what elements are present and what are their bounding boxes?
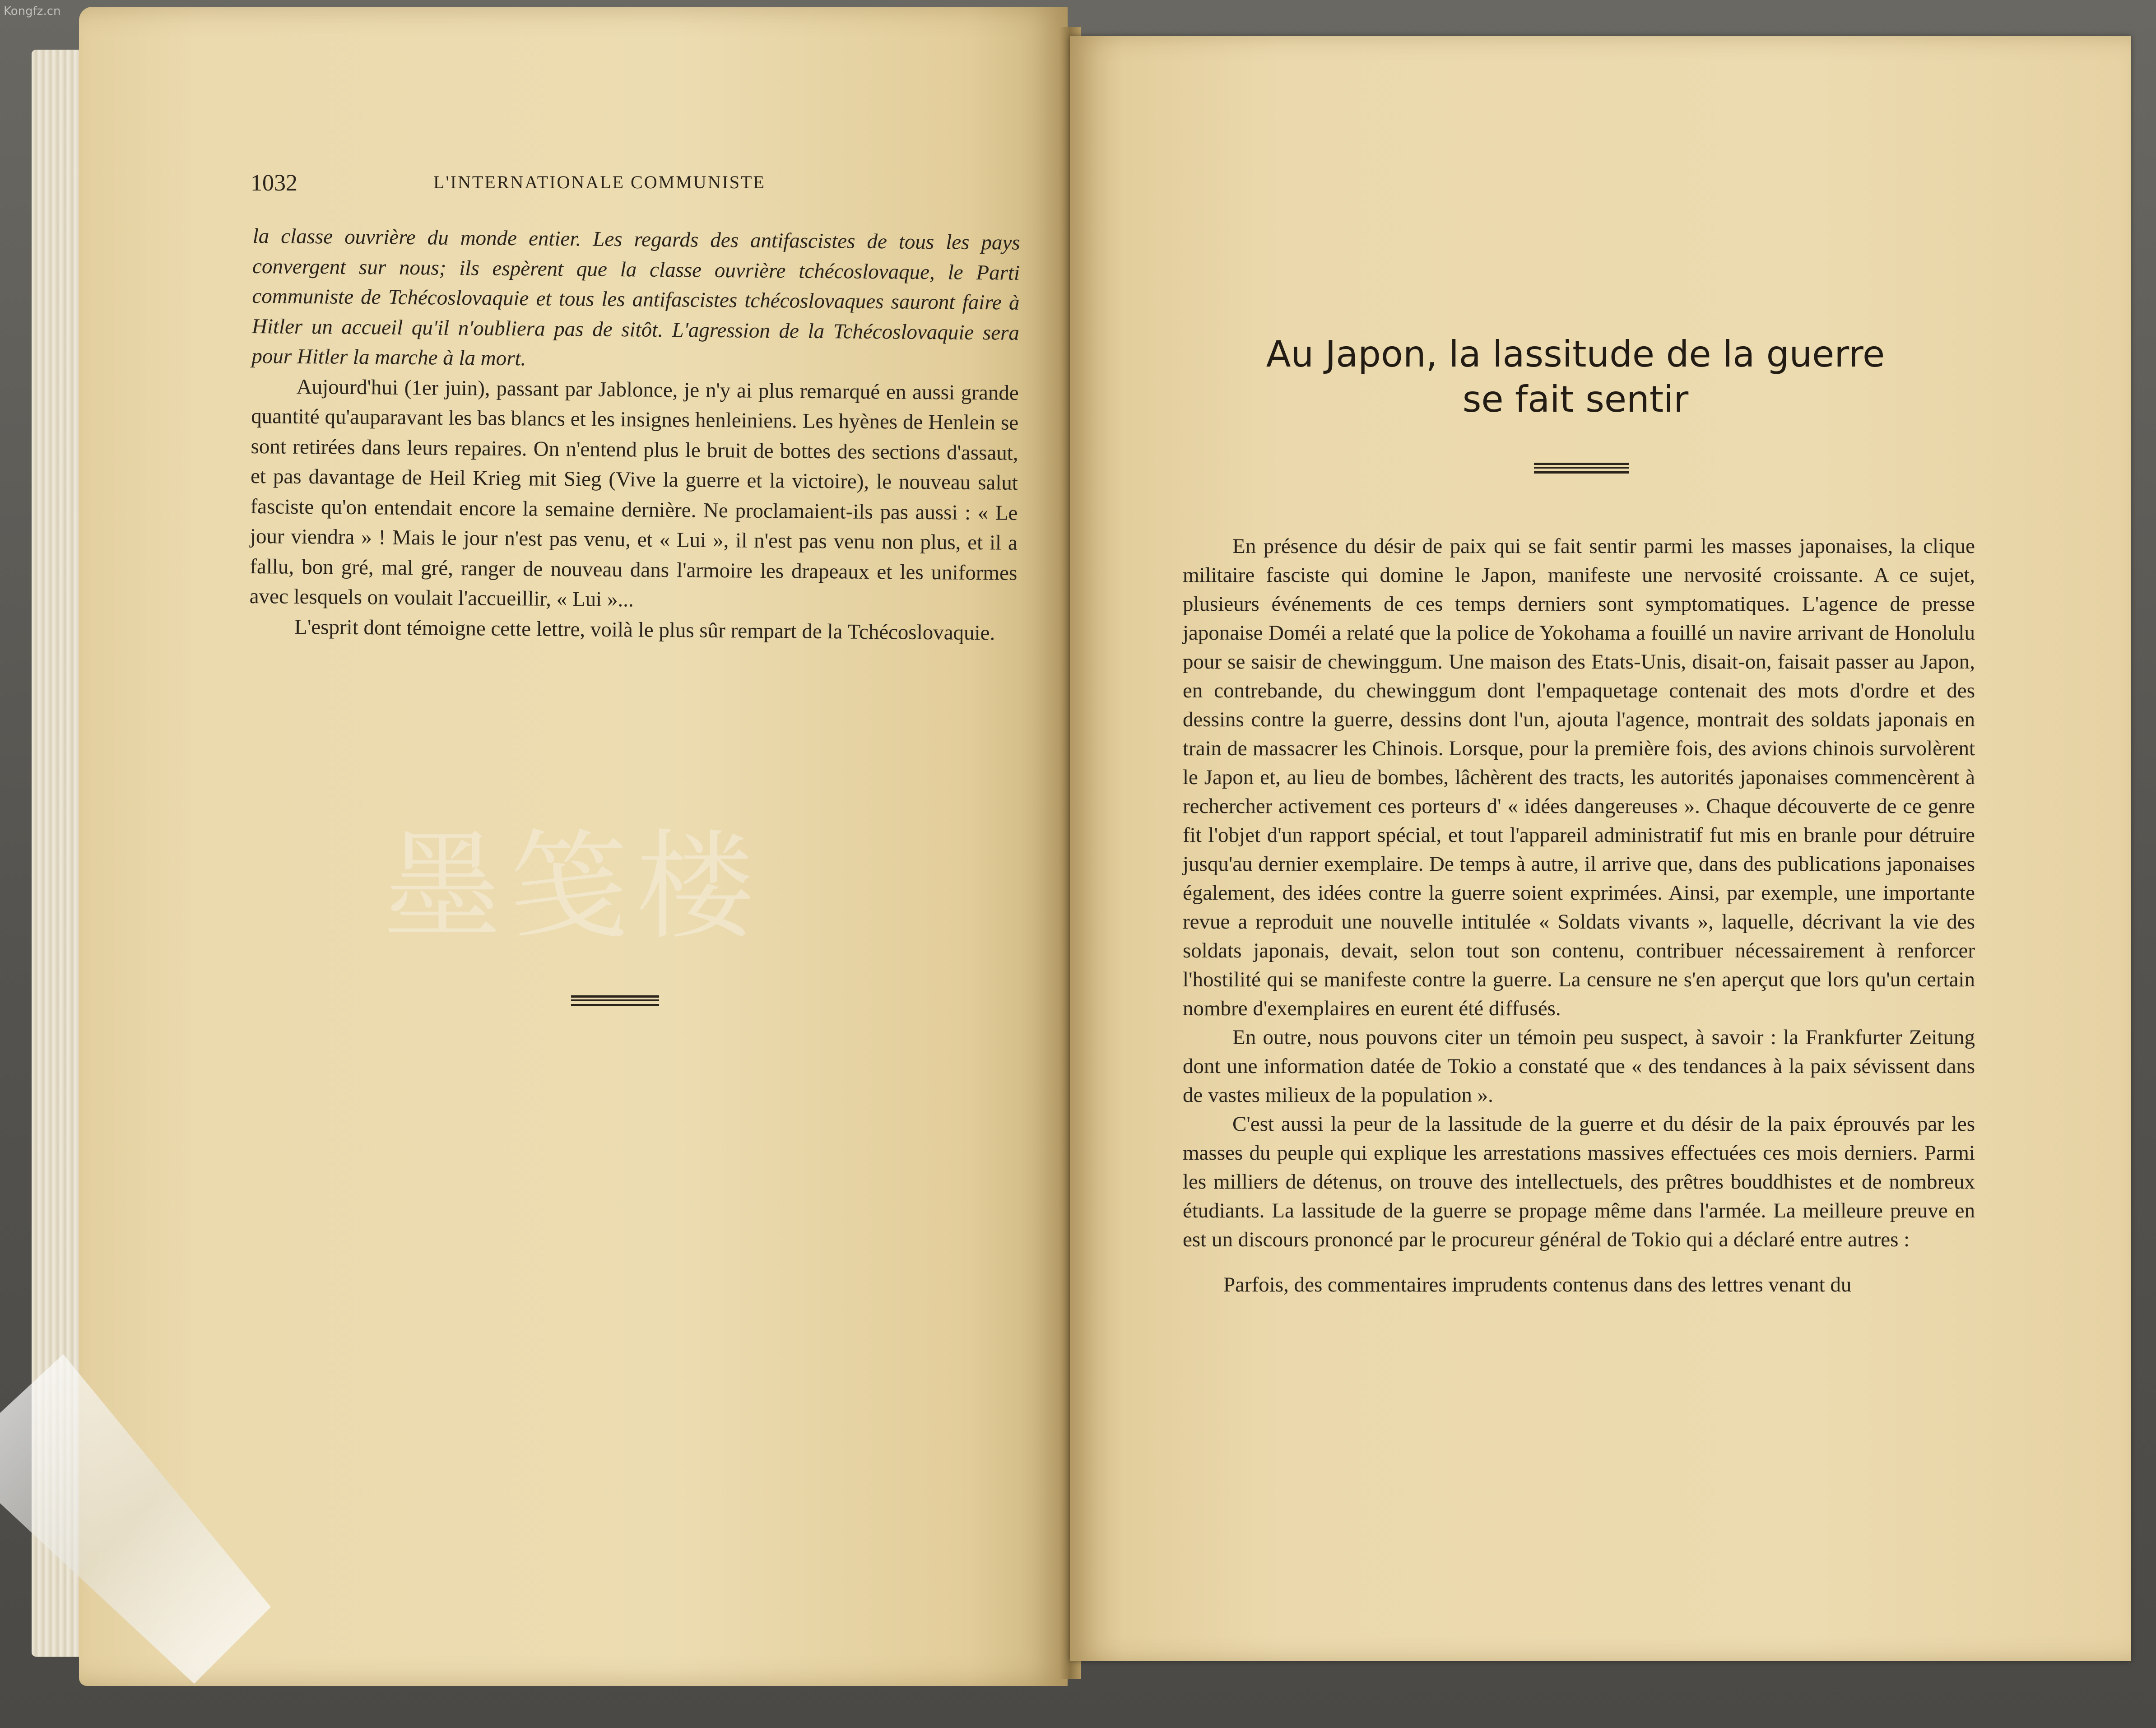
section-end-rule — [571, 995, 659, 1006]
right-paragraph-3: C'est aussi la peur de la lassitude de la guerre et du désir de la paix éprouvés par les masses du peuple qui explique les arrestations massives effectuées ces mois derniers. Parmi les milliers de détenus, on trouve des intellectuels, des prêtres bouddhistes et de nombreux étudiants. La lassitude de la guerre se propage même dans l'armée. La meilleure preuve en est un discours prononcé par le procureur général de Tokio qui a déclaré entre autres : — [1183, 1112, 1975, 1251]
collector-stamp-watermark: 墨笺楼 — [384, 819, 763, 955]
headline-line-2: se fait sentir — [1462, 378, 1689, 420]
article-headline — [1210, 332, 1941, 422]
right-quote-paragraph: Parfois, des commentaires imprudents contenus dans des lettres venant du — [1223, 1273, 1852, 1296]
right-paragraph-2: En outre, nous pouvons citer un témoin peu suspect, à savoir : la Frankfurter Zeitung dont une information datée de Tokio a constaté que « des tendances à la paix sévissent dans de vastes milieux de la population ». — [1183, 1026, 1975, 1107]
site-watermark: Kongfz.cn — [4, 5, 61, 18]
left-page-body — [249, 221, 1020, 648]
page-number: 1032 — [251, 170, 297, 196]
right-page-body — [1183, 532, 1975, 1299]
headline-rule — [1534, 463, 1629, 474]
headline-line-1: Au Japon, la lassitude de la guerre — [1266, 333, 1885, 375]
right-paragraph-1: En présence du désir de paix qui se fait sentir parmi les masses japonaises, la clique militaire fasciste qui domine le Japon, manifeste une nervosité croissante. A ce sujet, plusieurs événements de ces temps derniers sont symptomatiques. L'agence de presse japonaise Doméi a relaté que la police de Yokohama a fouillé un navire arrivant de Honolulu pour se saisir de chewinggum. Une maison des Etats-Unis, disait-on, faisait passer au Japon, en contrebande, du chewinggum dont l'empaquetage contenait des mots d'ordre et des dessins contre la guerre, dessins dont l'un, ajouta l'agence, montrait des soldats japonais en train de massacrer les Chinois. Lorsque, pour la première fois, des avions chinois survolèrent le Japon et, au lieu de bombes, lâchèrent des tracts, les autorités japonaises commencèrent à rechercher activement ces porteurs d' « idées dangereuses ». Chaque découverte de ce genre fit l'objet d'un rapport spécial, et tout l'appareil administratif fut mis en branle pour détruire jusqu'au dernier exemplaire. De temps à autre, il arrive que, dans des publications japonaises également, des idées contre la guerre soient exprimées. Ainsi, par exemple, une importante revue a reproduit une nouvelle intitulée « Soldats vivants », laquelle, décrivant la vie des soldats japonais, devait, selon tout son contenu, contribuer nécessairement à renforcer l'hostilité qui se manifeste contre la guerre. La censure ne s'en aperçut que lors qu'un certain nombre d'exemplaires en eurent été diffusés. — [1183, 534, 1975, 1020]
running-title: L'INTERNATIONALE COMMUNISTE — [433, 172, 766, 192]
left-paragraph-3: L'esprit dont témoigne cette lettre, voilà le plus sûr rempart de la Tchécoslovaquie. — [294, 615, 995, 645]
left-paragraph-2: Aujourd'hui (1er juin), passant par Jablonce, je n'y ai plus remarqué en aussi grande quantité qu'auparavant les bas blancs et les insignes henleiniens. Les hyènes de Henlein se sont retirées dans leurs repaires. On n'entend plus le bruit de bottes des sections d'assaut, et pas davantage de Heil Krieg mit Sieg (Vive la guerre et la victoire), le nouveau salut fasciste qu'on entendait encore la semaine dernière. Ne proclamaient-ils pas aussi : « Le jour viendra » ! Mais le jour n'est pas venu, et « Lui », il n'est pas venu non plus, et il a fallu, bon gré, mal gré, ranger de nouveau dans l'armoire les drapeaux et les uniformes avec lesquels on voulait l'accueillir, « Lui »... — [249, 375, 1019, 612]
left-paragraph-1: la classe ouvrière du monde entier. Les regards des antifascistes de tous les pays convergent sur nous; ils espèrent que la classe ouvrière tchécoslovaque, le Parti communiste de Tchécoslovaquie et tous les antifascistes tchécoslovaques sauront faire à Hitler un accueil qu'il n'oubliera pas de sitôt. L'agression de la Tchécoslovaquie sera pour Hitler la marche à la mort. — [251, 224, 1020, 371]
